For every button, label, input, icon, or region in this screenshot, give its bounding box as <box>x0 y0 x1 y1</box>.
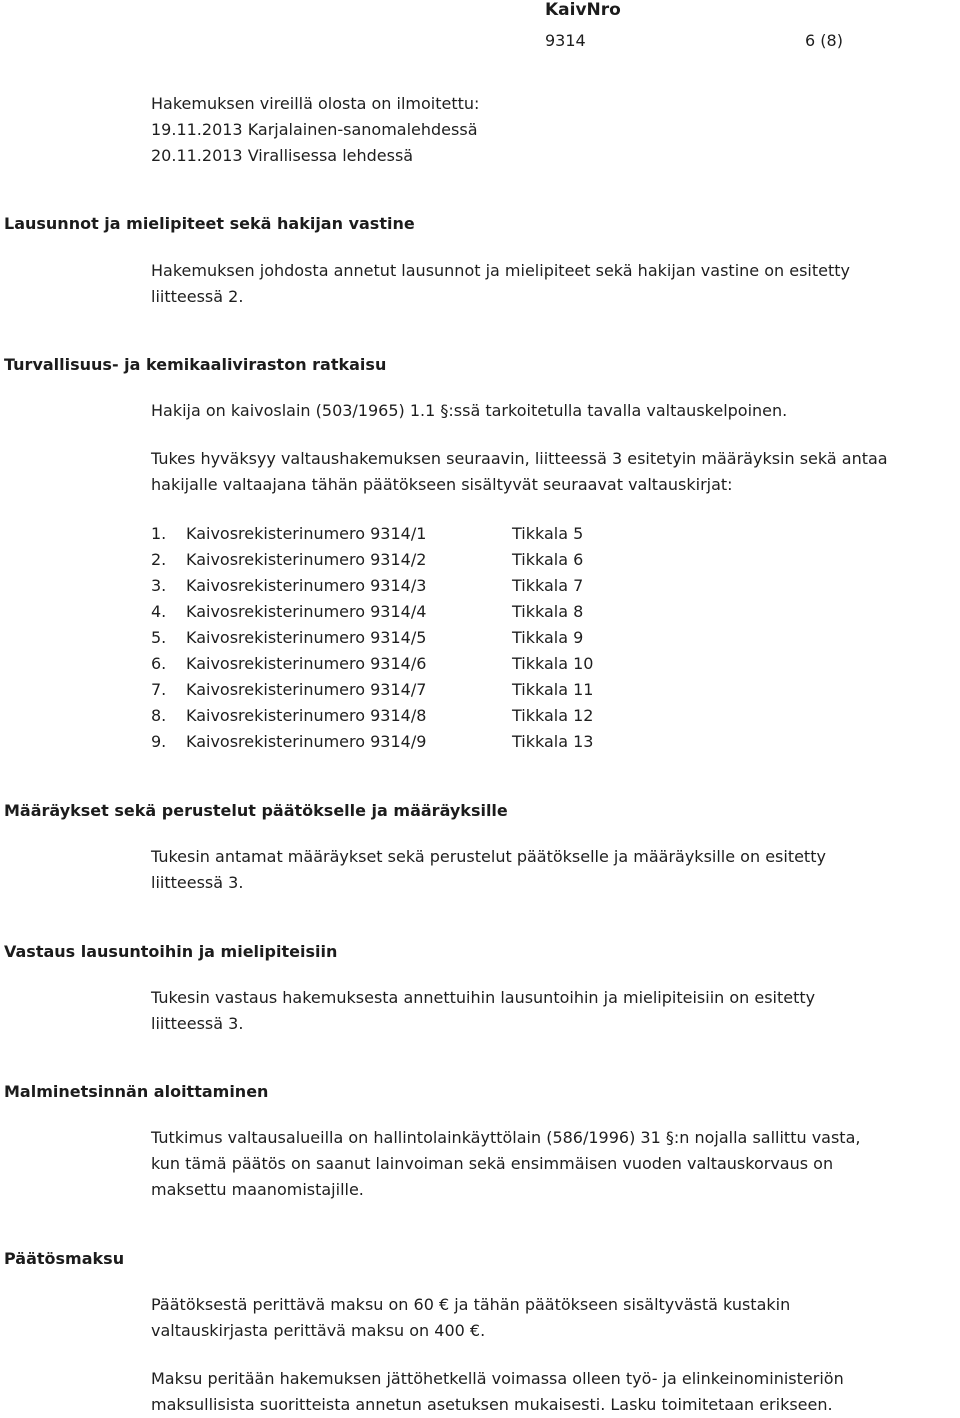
exploration-paragraph <box>151 1125 956 1203</box>
eligibility-paragraph <box>151 398 956 424</box>
claim-name: Tikkala 5 <box>512 524 584 543</box>
item-number: 9. <box>151 732 167 751</box>
exploration-heading: Malminetsinnän aloittaminen <box>4 1082 269 1101</box>
document-type-label: KaivNro <box>545 0 621 20</box>
paragraph-line: liitteessä 3. <box>151 1014 244 1033</box>
paragraph-line: kun tämä päätös on saanut lainvoiman sekä ensimmäisen vuoden valtauskorvaus on <box>151 1154 834 1173</box>
paragraph-line: Tukesin antamat määräykset sekä perustelut päätökselle ja määräyksille on esitetty <box>151 847 826 866</box>
registry-number: Kaivosrekisterinumero 9314/7 <box>186 680 427 699</box>
notice-line: 20.11.2013 Virallisessa lehdessä <box>151 146 414 165</box>
registry-number: Kaivosrekisterinumero 9314/8 <box>186 706 427 725</box>
statements-heading: Lausunnot ja mielipiteet sekä hakijan vastine <box>4 214 415 233</box>
claim-name: Tikkala 9 <box>512 628 584 647</box>
paragraph-line: Hakemuksen johdosta annetut lausunnot ja mielipiteet sekä hakijan vastine on esitetty <box>151 261 850 280</box>
paragraph-line: Hakija on kaivoslain (503/1965) 1.1 §:ssä tarkoitetulla tavalla valtauskelpoinen. <box>151 401 788 420</box>
claim-name: Tikkala 8 <box>512 602 584 621</box>
paragraph-line: Tukes hyväksyy valtaushakemuksen seuraavin, liitteessä 3 esitetyin määräyksin sekä antaa <box>151 449 888 468</box>
item-number: 2. <box>151 550 167 569</box>
paragraph-line: liitteessä 2. <box>151 287 244 306</box>
response-paragraph <box>151 985 956 1037</box>
paragraph-line: Tutkimus valtausalueilla on hallintolainkäyttölain (586/1996) 31 §:n nojalla sallittu vasta, <box>151 1128 861 1147</box>
registry-number: Kaivosrekisterinumero 9314/6 <box>186 654 427 673</box>
registry-number: Kaivosrekisterinumero 9314/1 <box>186 524 427 543</box>
item-number: 1. <box>151 524 167 543</box>
notice-line: 19.11.2013 Karjalainen-sanomalehdessä <box>151 120 478 139</box>
regulations-heading: Määräykset sekä perustelut päätökselle ja määräyksille <box>4 801 508 820</box>
paragraph-line: valtauskirjasta perittävä maksu on 400 €. <box>151 1321 486 1340</box>
fee-heading: Päätösmaksu <box>4 1249 125 1268</box>
paragraph-line: maksettu maanomistajille. <box>151 1180 364 1199</box>
claim-name: Tikkala 7 <box>512 576 584 595</box>
registry-number: Kaivosrekisterinumero 9314/3 <box>186 576 427 595</box>
regulations-paragraph <box>151 844 956 896</box>
claim-name: Tikkala 11 <box>512 680 594 699</box>
item-number: 5. <box>151 628 167 647</box>
registry-number: Kaivosrekisterinumero 9314/2 <box>186 550 427 569</box>
item-number: 8. <box>151 706 167 725</box>
response-heading: Vastaus lausuntoihin ja mielipiteisiin <box>4 942 338 961</box>
registry-number: Kaivosrekisterinumero 9314/9 <box>186 732 427 751</box>
publication-notice <box>151 91 956 169</box>
billing-paragraph <box>151 1366 956 1418</box>
claim-name: Tikkala 6 <box>512 550 584 569</box>
page-number: 6 (8) <box>805 31 843 50</box>
paragraph-line: Päätöksestä perittävä maksu on 60 € ja tähän päätökseen sisältyvästä kustakin <box>151 1295 791 1314</box>
item-number: 7. <box>151 680 167 699</box>
paragraph-line: Maksu peritään hakemuksen jättöhetkellä voimassa olleen työ- ja elinkeinoministeriön <box>151 1369 844 1388</box>
item-number: 6. <box>151 654 167 673</box>
fee-paragraph <box>151 1292 956 1344</box>
item-number: 3. <box>151 576 167 595</box>
claim-name: Tikkala 12 <box>512 706 594 725</box>
registry-number: Kaivosrekisterinumero 9314/5 <box>186 628 427 647</box>
document-number: 9314 <box>545 31 586 50</box>
paragraph-line: Tukesin vastaus hakemuksesta annettuihin lausuntoihin ja mielipiteisiin on esitetty <box>151 988 816 1007</box>
paragraph-line: maksullisista suoritteista annetun asetuksen mukaisesti. Lasku toimitetaan erikseen. <box>151 1395 833 1414</box>
approval-paragraph <box>151 446 956 498</box>
claim-name: Tikkala 13 <box>512 732 594 751</box>
claim-name: Tikkala 10 <box>512 654 594 673</box>
item-number: 4. <box>151 602 167 621</box>
notice-line: Hakemuksen vireillä olosta on ilmoitettu: <box>151 94 480 113</box>
decision-heading: Turvallisuus- ja kemikaaliviraston ratkaisu <box>4 355 387 374</box>
paragraph-line: hakijalle valtaajana tähän päätökseen sisältyvät seuraavat valtauskirjat: <box>151 475 733 494</box>
paragraph-line: liitteessä 3. <box>151 873 244 892</box>
registry-number: Kaivosrekisterinumero 9314/4 <box>186 602 427 621</box>
statements-paragraph <box>151 258 956 310</box>
